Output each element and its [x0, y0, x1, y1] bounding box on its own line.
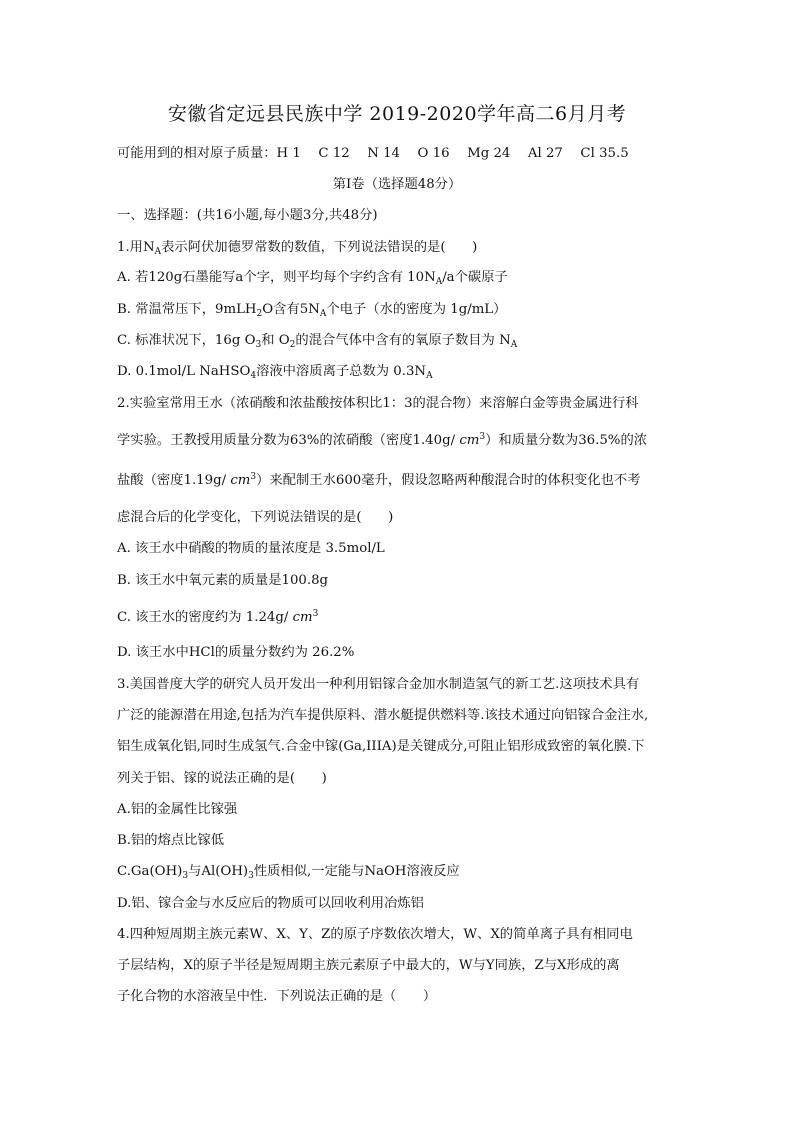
question-1-option-a: A. 若120g石墨能写a个字，则平均每个字约含有 $10N_A/a$个碳原子 [117, 270, 508, 287]
question-3-option-c: $C.Ga(OH)_3$与$Al(OH)_3$性质相似,一定能与NaOH溶液反应 [117, 864, 460, 881]
question-2-stem-line-3: 盐酸（密度1.19g/ $cm^3$）来配制王水600毫升，假设忽略两种酸混合时的体积变化也不考 [117, 472, 641, 488]
question-1-option-d: D. 0.1mol/L NaHSO$_4$溶液中溶质离子总数为 $0.3N_A$ [117, 364, 433, 381]
question-1-option-b: B. 常温常压下，9mLH$_2$O含有$5N_A$个电子（水的密度为 1g/mL） [117, 302, 507, 319]
question-4-stem-line-2: 子层结构，X的原子半径是短周期主族元素原子中最大的，W与Y同族，Z与X形成的离 [117, 958, 620, 973]
volume-heading: 第I卷（选择题48分） [332, 177, 462, 192]
question-3-stem-line-1: 3.美国普度大学的研究人员开发出一种利用铝镓合金加水制造氢气的新工艺.这项技术具有 [117, 677, 640, 692]
atomic-masses-line: 可能用到的相对原子质量：H 1 C 12 N 14 O 16 Mg 24 Al 27 Cl 35.5 [117, 146, 629, 161]
question-3-option-a: A.铝的金属性比镓强 [117, 802, 238, 817]
question-3-stem-line-2: 广泛的能源潜在用途,包括为汽车提供原料、潜水艇提供燃料等.该技术通过向铝镓合金注水, [117, 708, 649, 723]
question-2-option-a: A. 该王水中硝酸的物质的量浓度是 3.5mol/L [117, 541, 385, 556]
question-2-option-b: B. 该王水中氧元素的质量是100.8g [117, 573, 329, 588]
question-2-option-d: D. 该王水中HCl的质量分数约为 26.2% [117, 645, 355, 660]
question-4-stem-line-3: 子化合物的水溶液呈中性．下列说法正确的是（ ） [117, 989, 437, 1004]
question-2-stem-line-4: 虑混合后的化学变化，下列说法错误的是( ) [117, 510, 394, 525]
question-1-stem: 1.用$N_A$表示阿伏加德罗常数的数值，下列说法错误的是( ) [117, 240, 478, 257]
section-heading: 一、选择题：(共16小题,每小题3分,共48分) [117, 208, 378, 223]
question-2-stem-line-1: 2.实验室常用王水（浓硝酸和浓盐酸按体积比1：3的混合物）来溶解白金等贵金属进行科 [117, 396, 639, 411]
question-2-option-c: C. 该王水的密度约为 1.24g/ $cm^3$ [117, 609, 319, 625]
question-3-option-b: B.铝的熔点比镓低 [117, 833, 225, 848]
question-3-stem-line-3: 铝生成氧化铝,同时生成氢气.合金中镓(Ga,IIIA)是关键成分,可阻止铝形成致密的氧化膜.下 [117, 739, 645, 754]
question-3-option-d: D.铝、镓合金与水反应后的物质可以回收利用冶炼铝 [117, 896, 424, 911]
question-3-stem-line-4: 列关于铝、镓的说法正确的是( ) [117, 771, 327, 786]
question-4-stem-line-1: 4.四种短周期主族元素W、X、Y、Z的原子序数依次增大，W、X的简单离子具有相同电 [117, 927, 633, 942]
question-2-stem-line-2: 学实验。王教授用质量分数为63%的浓硝酸（密度1.40g/ $cm^3$）和质量分数为36.5%的浓 [117, 432, 648, 448]
question-1-option-c: C. 标准状况下，16g $O_3$和 $O_2$的混合气体中含有的氧原子数目为 $N_A$ [117, 333, 518, 350]
page-title: 安徽省定远县民族中学 2019-2020学年高二6月月考 [167, 103, 627, 125]
